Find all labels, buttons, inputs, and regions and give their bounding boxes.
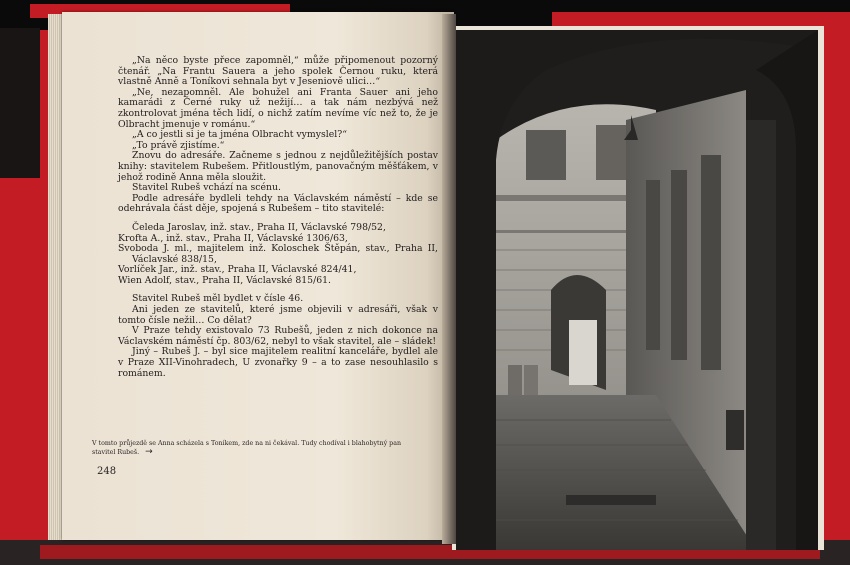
cover-left-black-band — [0, 28, 40, 178]
paragraph: Znovu do adresáře. Začneme s jednou z nejdůležitějších postav knihy: stavitelem Rubešem. Přitloustlým, panovačným měšťákem, v jehož rodině Anna měla sloužit. — [118, 150, 438, 183]
paragraph: „Ne, nezapomněl. Ale bohužel ani Franta Sauer ani jeho kamarádi z Černé ruky už nežijí… a tak nám nezbývá než zkontrolovat jména těch lidí, o nichž zatím nevíme víc než to, že je Olbracht jmenuje v románu.“ — [118, 86, 438, 130]
photo-drawing — [456, 30, 818, 550]
column — [746, 120, 776, 550]
paragraph: Jiný – Rubeš J. – byl sice majitelem realitní kanceláře, bydlel ale v Praze XII-Vinohradech, U zvonařky 9 – a to zase nesouhlasilo s románem. — [118, 346, 438, 379]
far-opening — [569, 320, 597, 385]
directory-entry: Svoboda J. ml., majitelem inž. Koloschek Štěpán, stav., Praha II, Václavské 838/15, — [118, 243, 438, 265]
paragraph: Podle adresáře bydleli tehdy na Václavském náměstí – kde se odehrávala část děje, spojená s Rubešem – tito stavitelé: — [118, 192, 438, 215]
page-number: 248 — [97, 466, 117, 477]
paragraph: V Praze tehdy existovalo 73 Rubešů, jeden z nich dokonce na Václavském náměstí čp. 803/62, nebyl to však stavitel, ale – sládek! — [118, 325, 438, 347]
arrow-right-icon: → — [145, 447, 153, 457]
archway-passage-photo — [456, 30, 818, 550]
paragraph: Stavitel Rubeš vchází na scénu. — [132, 182, 281, 194]
caption-text: V tomto průjezdě se Anna scházela s Toníkem, zde na ni čekával. Tudy chodíval i blahobytný pan stavitel Rubeš. — [92, 440, 402, 456]
paragraph: Stavitel Rubeš měl bydlet v čísle 46. — [132, 293, 304, 305]
photo-caption — [92, 440, 422, 457]
paragraph: „To právě zjistíme.“ — [132, 139, 225, 151]
drain-grate — [566, 495, 656, 505]
directory-entry: Vorlíček Jar., inž. stav., Praha II, Václavské 824/41, — [118, 264, 357, 276]
directory-entry: Krofta A., inž. stav., Praha II, Václavské 1306/63, — [118, 232, 348, 244]
wall-grate — [726, 410, 744, 450]
paragraph: „A co jestli si je ta jména Olbracht vymyslel?“ — [132, 129, 347, 141]
bin — [524, 365, 538, 395]
directory-entry: Wien Adolf, stav., Praha II, Václavské 815/61. — [118, 274, 332, 286]
bin — [508, 365, 522, 395]
paragraph: „Na něco byste přece zapomněl,“ může připomenout pozorný čtenář. „Na Frantu Sauera a jeho spolek Černou ruku, která vlastně Anně a Toníkovi sehnala byt v Jeseniově ulici…“ — [118, 55, 438, 88]
window — [526, 130, 566, 180]
wall-windows — [646, 155, 721, 370]
paragraph: Ani jeden ze stavitelů, které jsme objevili v adresáři, však v tomto čísle nežil… Co dělat? — [118, 304, 438, 326]
directory-entry: Čeleda Jaroslav, inž. stav., Praha II, Václavské 798/52, — [132, 221, 386, 233]
book-gutter — [442, 14, 456, 544]
window — [596, 125, 626, 180]
left-page-body — [118, 56, 438, 379]
